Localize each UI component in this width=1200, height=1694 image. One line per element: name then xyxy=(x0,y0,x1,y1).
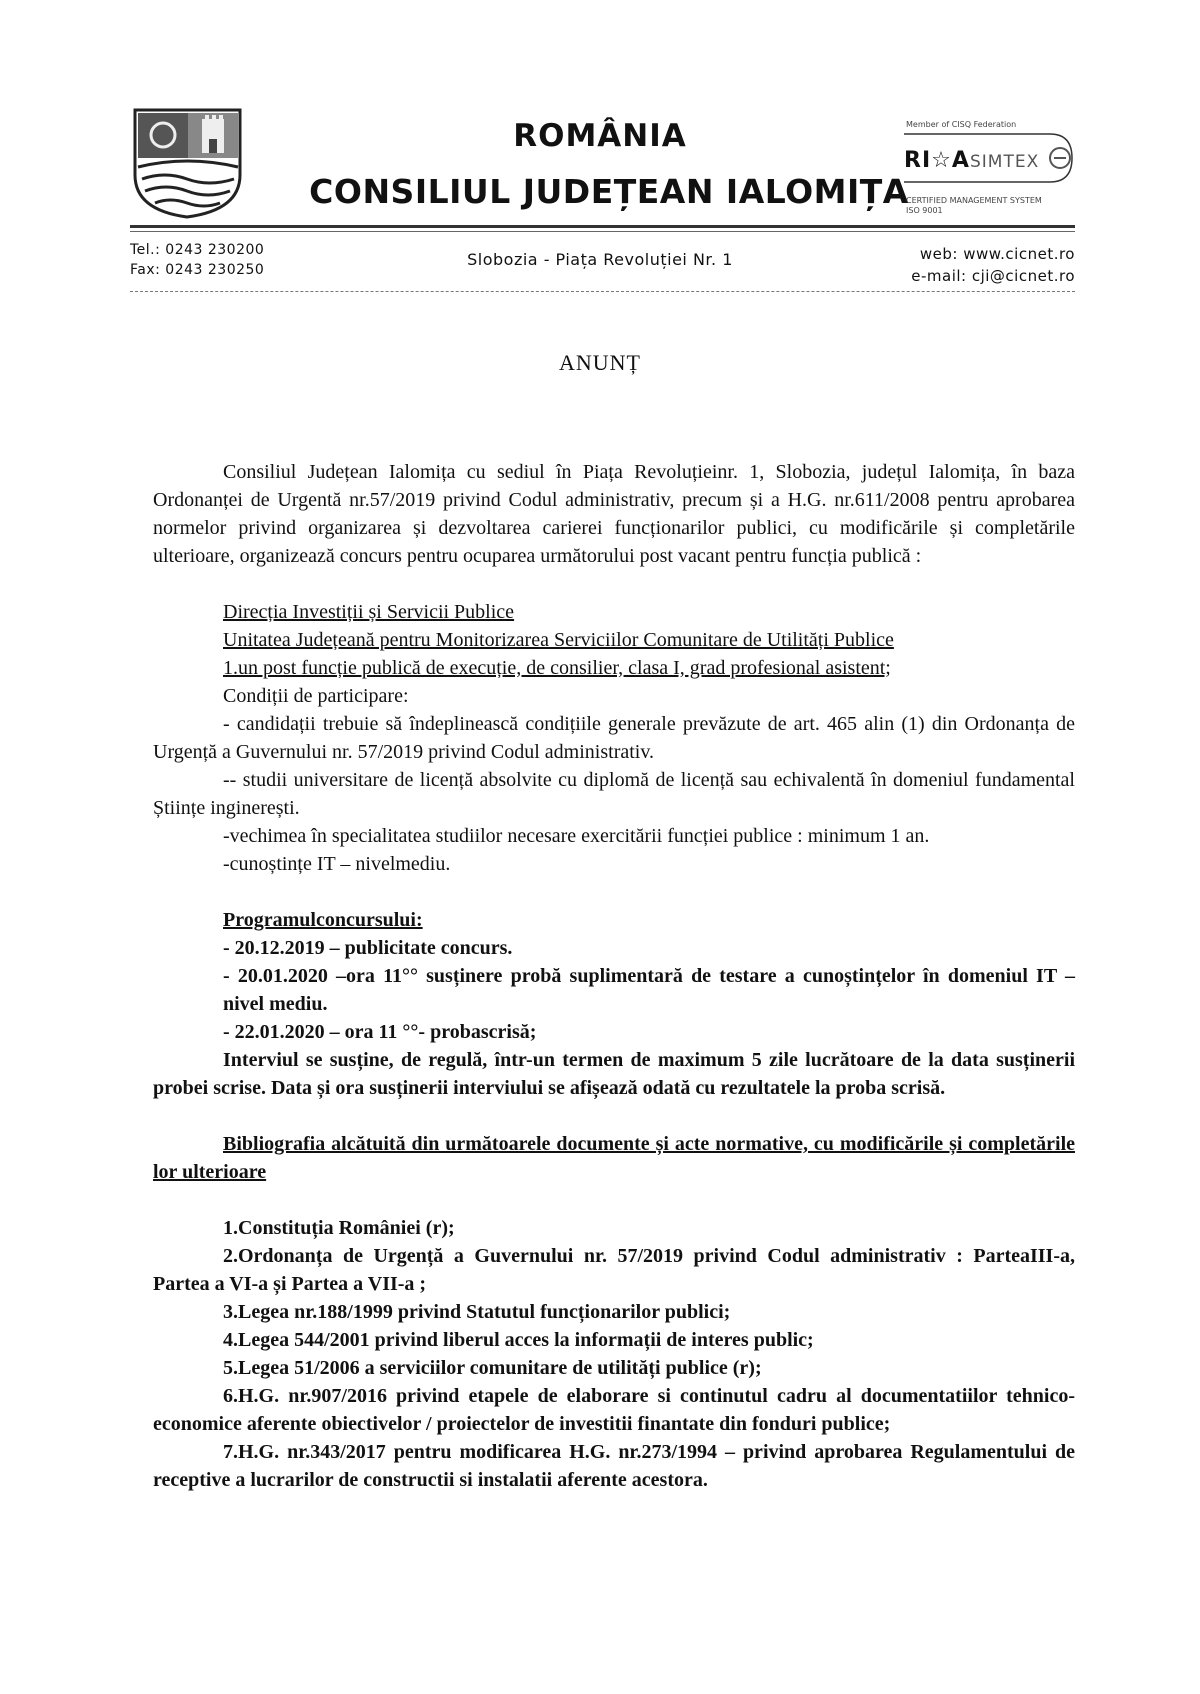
certification-logo-left: RI☆A xyxy=(904,148,970,173)
condition-item: - candidații trebuie să îndeplinească condițiile generale prevăzute de art. 465 alin (1) din Ordonanța de Urgență a Guvernului nr. 57/2019 privind Codul administrativ. xyxy=(153,713,1075,763)
contact-rule xyxy=(130,291,1075,292)
bibliography-item: 3.Legea nr.188/1999 privind Statutul funcționarilor publici; xyxy=(223,1301,731,1323)
conditions-heading: Condiții de participare: xyxy=(223,685,409,707)
direction-name: Direcția Investiții și Servicii Publice xyxy=(223,601,515,623)
condition-item: -vechimea în specialitatea studiilor necesare exercitării funcției publice : minimum 1 an. xyxy=(223,825,930,847)
fax: Fax: 0243 230250 xyxy=(130,262,265,278)
address: Slobozia - Piața Revoluției Nr. 1 xyxy=(467,250,733,269)
certification-member-line: Member of CISQ Federation xyxy=(906,120,1017,129)
telephone: Tel.: 0243 230200 xyxy=(130,242,265,258)
bibliography-item: 2.Ordonanța de Urgență a Guvernului nr. 57/2019 privind Codul administrativ : ParteaIII-a, Partea a VI-a și Partea a VII-a ; xyxy=(153,1245,1075,1295)
interview-note: Interviul se susține, de regulă, într-un termen de maximum 5 zile lucrătoare de la data susținerii probei scrise. Data și ora susținerii interviului se afișează odată cu rezultatele la proba scrisă. xyxy=(153,1049,1075,1099)
intro-paragraph: Consiliul Județean Ialomița cu sediul în Piața Revoluțieinr. 1, Slobozia, județul Ialomița, în baza Ordonanței de Urgentă nr.57/2019 privind Codul administrativ, precum și a H.G. nr.611/2008 pentru aprobarea normelor privind organizarea și dezvoltarea carierei funcționarilor publici, cu modificările și completările ulterioare, organizează concurs pentru ocuparea următorului post vacant pentru funcția publică : xyxy=(153,461,1075,567)
post-description: 1.un post funcție publică de execuție, de consilier, clasa I, grad profesional asistent; xyxy=(223,657,891,679)
iso-line: ISO 9001 xyxy=(906,206,943,215)
certified-line: CERTIFIED MANAGEMENT SYSTEM xyxy=(906,196,1042,205)
document-title: ANUNȚ xyxy=(559,350,641,375)
program-item: - 22.01.2020 – ora 11 °°- probascrisă; xyxy=(223,1021,537,1043)
country-heading: ROMÂNIA xyxy=(513,118,687,154)
bibliography-item: 1.Constituția României (r); xyxy=(223,1217,455,1239)
bibliography-item: 5.Legea 51/2006 a serviciilor comunitare de utilități publice (r); xyxy=(223,1357,762,1379)
bibliography-item: 4.Legea 544/2001 privind liberul acces la informații de interes public; xyxy=(223,1329,814,1351)
document-body xyxy=(153,458,1075,1494)
bibliography-item: 7.H.G. nr.343/2017 pentru modificarea H.G. nr.273/1994 – privind aprobarea Regulamentului de receptive a lucrarilor de constructii si instalatii aferente acestora. xyxy=(153,1441,1075,1491)
header-rule-thin xyxy=(130,231,1075,232)
web-block xyxy=(911,243,1075,287)
condition-item: -cunoștințe IT – nivelmediu. xyxy=(223,853,451,875)
council-heading: CONSILIUL JUDEȚEAN IALOMIȚA xyxy=(309,172,909,211)
bibliography-item: 6.H.G. nr.907/2016 privind etapele de elaborare si continutul cadru al documentatiilor tehnico-economice aferente obiectivelor / proiectelor de investitii finantate din fonduri publice; xyxy=(153,1385,1075,1435)
program-item: - 20.01.2020 –ora 11°° susținere probă suplimentară de testare a cunoștințelor în domeniul IT – nivel mediu. xyxy=(223,965,1075,1015)
header-rule xyxy=(130,225,1075,228)
program-item: - 20.12.2019 – publicitate concurs. xyxy=(223,937,513,959)
program-heading: Programulconcursului: xyxy=(223,909,423,931)
email: e-mail: cji@cicnet.ro xyxy=(911,267,1075,285)
certification-logo-right: SIMTEX xyxy=(970,152,1040,172)
website: web: www.cicnet.ro xyxy=(919,245,1075,263)
certification-caption xyxy=(906,196,1042,216)
unit-name: Unitatea Județeană pentru Monitorizarea Serviciilor Comunitare de Utilități Publice xyxy=(223,629,894,651)
bibliography-heading: Bibliografia alcătuită din următoarele documente și acte normative, cu modificările și completările lor ulterioare xyxy=(153,1133,1075,1183)
condition-item: -- studii universitare de licență absolvite cu diplomă de licență sau echivalentă în domeniul fundamental Științe inginerești. xyxy=(153,769,1075,819)
